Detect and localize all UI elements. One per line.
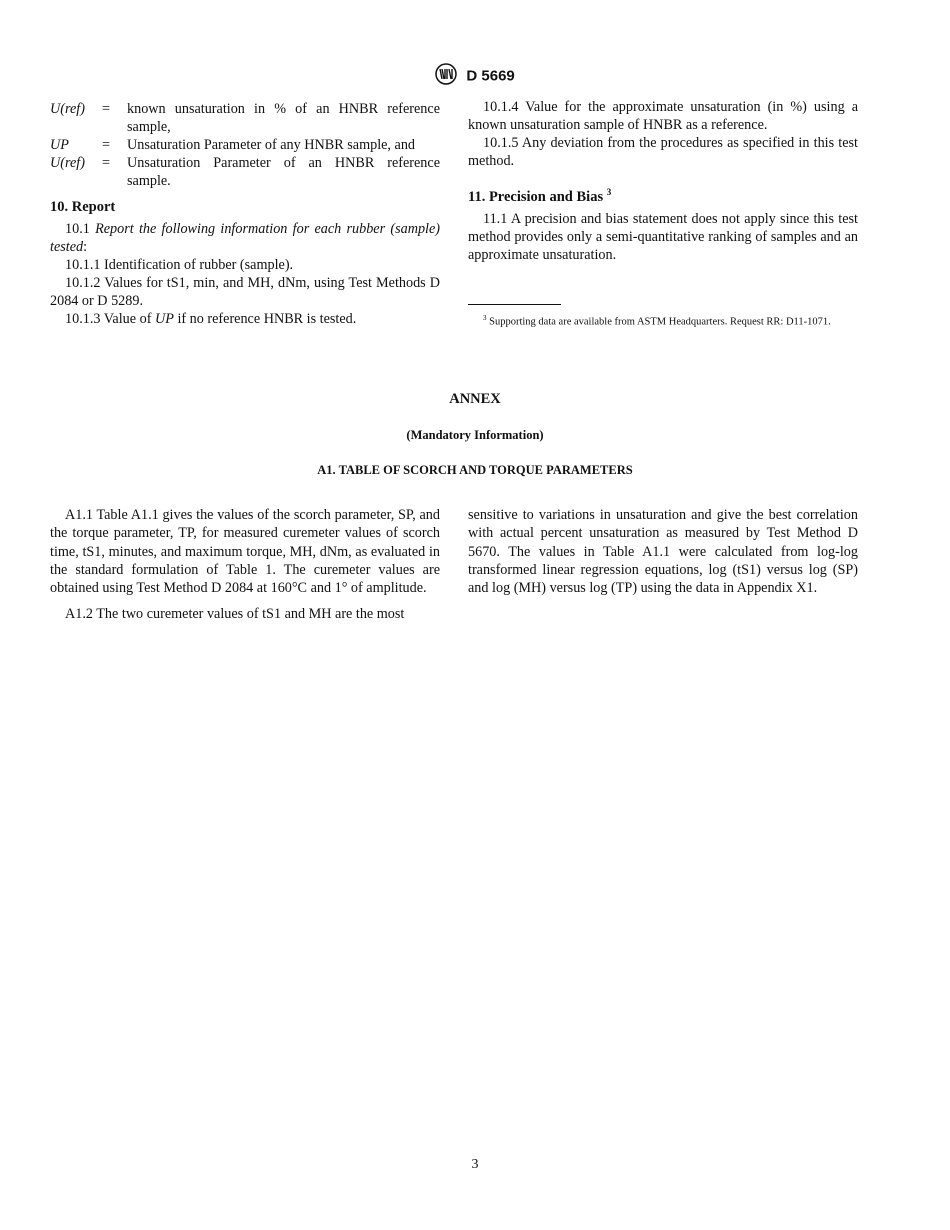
paragraph-10-1-3 [50, 310, 440, 328]
paragraph-10-1-1: 10.1.1 Identification of rubber (sample). [65, 257, 294, 273]
footnote [468, 311, 858, 330]
definition-row [50, 100, 440, 136]
left-column [50, 100, 440, 328]
astm-logo-icon [435, 63, 457, 89]
paragraph-a1-2-start: A1.2 The two curemeter values of tS1 and MH are the most [65, 606, 405, 623]
definition-symbol: UP [50, 137, 69, 153]
footnote-mark: 3 [483, 313, 487, 322]
paragraph-10-1 [50, 220, 440, 256]
definition-text: Unsaturation Parameter of any HNBR sample, and [127, 137, 416, 153]
paragraph-a1-1: A1.1 Table A1.1 gives the values of the scorch parameter, SP, and the torque parameter, TP, for measured curemeter values of scorch time, tS1, minutes, and maximum torque, MH, dNm, as evaluated in the standard formulation of Table 1. The curemeter values are obtained using Test Method D 2084 at 160°C and 1° of amplitude. [50, 507, 440, 597]
definition-equals: = [102, 137, 111, 153]
definition-symbol: U(ref) [50, 155, 85, 171]
definition-row [50, 154, 440, 190]
page-number: 3 [471, 1157, 479, 1172]
definition-text: Unsaturation Parameter of an HNBR reference sample. [127, 155, 440, 189]
heading-text: 11. Precision and Bias [468, 188, 604, 205]
annex-title: ANNEX [449, 391, 501, 407]
annex-section-title: A1. TABLE OF SCORCH AND TORQUE PARAMETERS [317, 463, 633, 477]
paragraph-italic: UP [154, 311, 174, 327]
annex-right-column [468, 506, 858, 597]
footnote-text: Supporting data are available from ASTM Headquarters. Request RR: D11-1071. [489, 316, 831, 328]
definition-equals: = [102, 101, 111, 117]
definitions-list [50, 100, 440, 190]
paragraph-10-1-4: 10.1.4 Value for the approximate unsaturation (in %) using a known unsaturation sample of HNBR as a reference. [468, 99, 858, 133]
annex-left-column [50, 506, 440, 624]
definition-symbol: U(ref) [50, 101, 85, 117]
definition-equals: = [102, 155, 111, 171]
paragraph-a1-2-continued: sensitive to variations in unsaturation and give the best correlation with actual percent unsaturation as measured by Test Method D 5670. The values in Table A1.1 were calculated from log-log transformed linear regression equations, log (tS1) versus log (SP) and log (MH) versus log (TP) using the data in Appendix X1. [468, 507, 858, 597]
paragraph-10-1-2: 10.1.2 Values for tS1, min, and MH, dNm, using Test Methods D 2084 or D 5289. [50, 275, 440, 309]
paragraph-text: if no reference HNBR is tested. [173, 311, 357, 327]
definition-row [50, 136, 440, 154]
paragraph-11-1: 11.1 A precision and bias statement does not apply since this test method provides only a semi-quantitative ranking of samples and an approximate unsaturation. [468, 210, 858, 263]
paragraph-10-1-5: 10.1.5 Any deviation from the procedures as specified in this test method. [468, 135, 858, 169]
annex-subtitle: (Mandatory Information) [406, 428, 544, 442]
footnote-divider [468, 304, 561, 305]
paragraph-text: 10.1.3 Value of [65, 311, 155, 327]
document-number: D 5669 [466, 67, 515, 85]
definition-text: known unsaturation in % of an HNBR reference sample, [127, 101, 440, 135]
report-heading: 10. Report [50, 199, 116, 215]
paragraph-text: Report the following information for each rubber (sample) tested [50, 221, 441, 255]
paragraph-tail: : [83, 239, 88, 255]
right-column [468, 98, 858, 329]
footnote-ref: 3 [606, 187, 612, 197]
paragraph-number: 10.1 [65, 221, 90, 237]
page-header [0, 63, 950, 89]
precision-heading [468, 183, 858, 206]
